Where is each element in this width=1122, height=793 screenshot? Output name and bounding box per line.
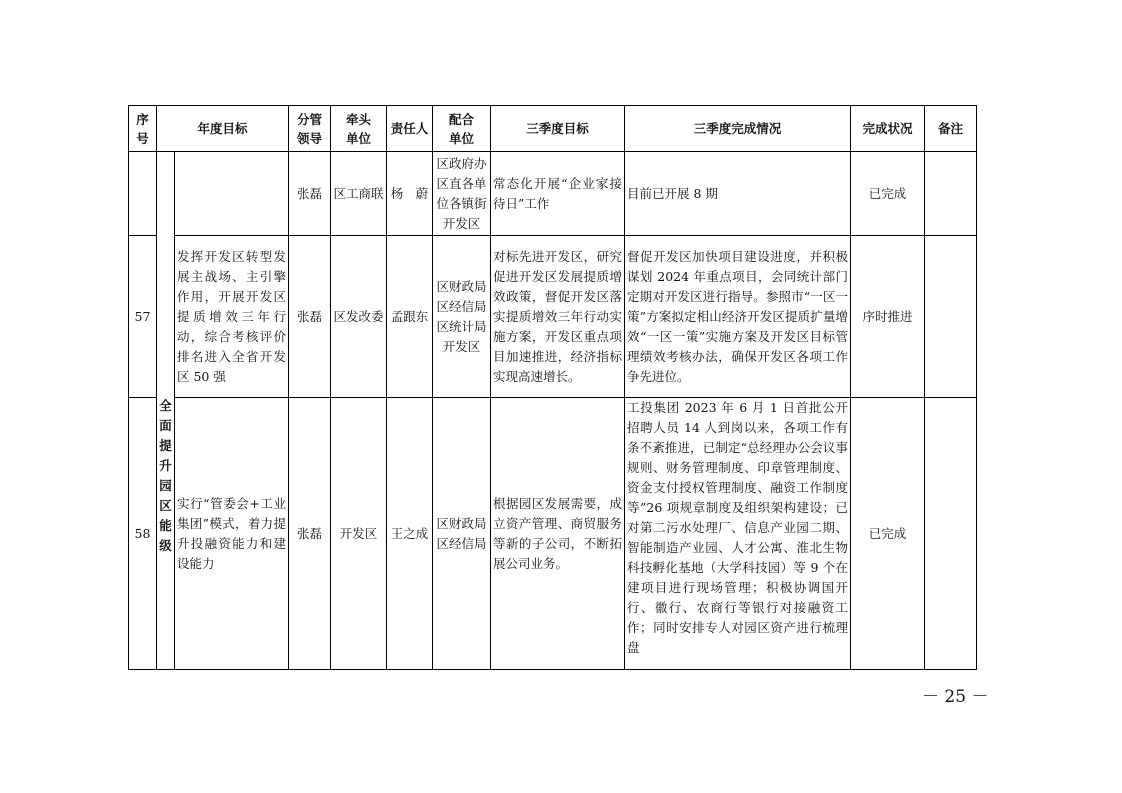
row-q3-goal: 根据园区发展需要，成立资产管理、商贸服务等新的子公司，不断拓展公司业务。 [491,398,625,670]
row-lead-unit: 区工商联 [331,152,387,236]
row-coop-unit: 区政府办区直各单位各镇街开发区 [433,152,491,236]
row-responsible: 孟跟东 [387,236,433,398]
row-coop-unit: 区财政局区经信局 [433,398,491,670]
row-q3-progress: 目前已开展 8 期 [625,152,851,236]
page-number: － 25 － [922,687,989,707]
category-label: 全面提升园区能级 [159,397,172,553]
row-coop-unit: 区财政局区经信局区统计局开发区 [433,236,491,398]
header-leader: 分管领导 [289,106,331,152]
row-goal [175,152,289,236]
header-row [129,106,977,152]
row-seq: 57 [129,236,157,398]
row-responsible: 杨 蔚 [387,152,433,236]
row-q3-goal: 常态化开展“企业家接待日”工作 [491,152,625,236]
row-remark [925,152,977,236]
row-leader: 张磊 [289,236,331,398]
header-annual-goal: 年度目标 [157,106,289,152]
table-row [129,398,977,670]
table-row [129,236,977,398]
header-seq: 序号 [129,106,157,152]
row-seq: 58 [129,398,157,670]
header-q3-goal: 三季度目标 [491,106,625,152]
row-status: 已完成 [851,398,925,670]
table-row [129,152,977,236]
category-cell [157,152,175,670]
row-lead-unit: 开发区 [331,398,387,670]
header-remark: 备注 [925,106,977,152]
row-leader: 张磊 [289,152,331,236]
row-remark [925,398,977,670]
row-seq [129,152,157,236]
row-q3-goal: 对标先进开发区，研究促进开发区发展提质增效政策，督促开发区落实提质增效三年行动实施方案，开发区重点项目加速推进，经济指标实现高速增长。 [491,236,625,398]
row-goal: 发挥开发区转型发展主战场、主引擎作用，开展开发区提质增效三年行动，综合考核评价排名进入全省开发区 50 强 [175,236,289,398]
work-target-table [128,105,977,670]
row-q3-progress: 工投集团 2023 年 6 月 1 日首批公开招聘人员 14 人到岗以来，各项工作有条不紊推进，已制定“总经理办公会议事规则、财务管理制度、印章管理制度、资金支付授权管理制度、融资工作制度等”26 项规章制度及组织架构建设；已对第二污水处理厂、信息产业园二期、智能制造产业园、人才公寓、淮北生物科技孵化基地（大学科技园）等 9 个在建项目进行现场管理；积极协调国开行、徽行、农商行等银行对接融资工作；同时安排专人对园区资产进行梳理盘 [625,398,851,670]
row-lead-unit: 区发改委 [331,236,387,398]
row-leader: 张磊 [289,398,331,670]
header-responsible: 责任人 [387,106,433,152]
header-lead-unit: 牵头单位 [331,106,387,152]
header-status: 完成状况 [851,106,925,152]
header-q3-progress: 三季度完成情况 [625,106,851,152]
row-remark [925,236,977,398]
row-status: 已完成 [851,152,925,236]
row-responsible: 王之成 [387,398,433,670]
header-coop-unit: 配合单位 [433,106,491,152]
row-q3-progress: 督促开发区加快项目建设进度，并积极谋划 2024 年重点项目，会同统计部门定期对开发区进行指导。参照市“一区一策”方案拟定相山经济开发区提质扩量增效“一区一策”实施方案及开发区目标管理绩效考核办法，确保开发区各项工作争先进位。 [625,236,851,398]
row-goal: 实行“管委会+工业集团”模式，着力提升投融资能力和建设能力 [175,398,289,670]
row-status: 序时推进 [851,236,925,398]
